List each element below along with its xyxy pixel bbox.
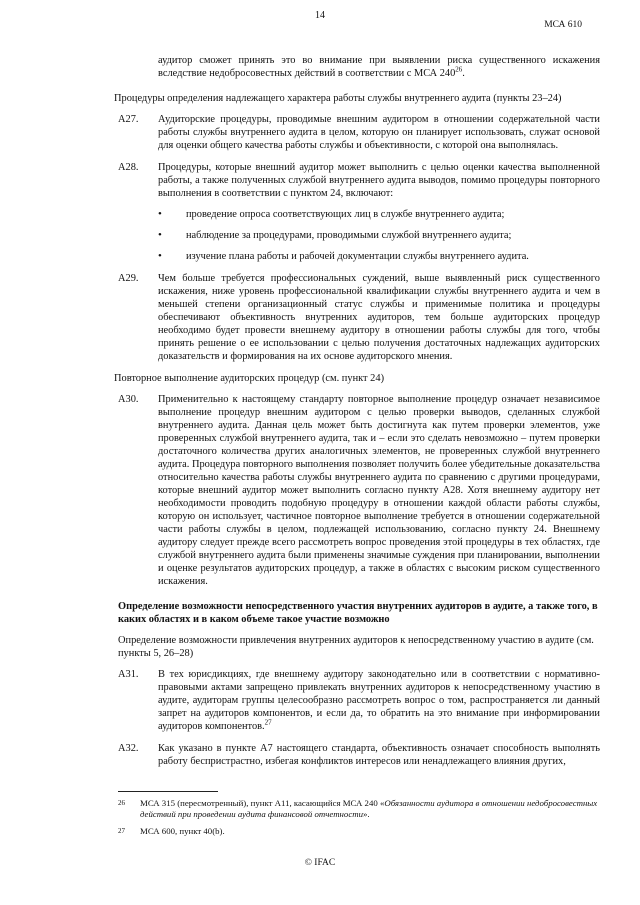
paragraph-text: Как указано в пункте A7 настоящего стандарта, объективность означает способность выполнять работу беспристрастно, избегая конфликтов интересов или ненадлежащего влияния других, bbox=[158, 743, 600, 767]
footnotes bbox=[118, 798, 600, 843]
bullet-text: проведение опроса соответствующих лиц в службе внутреннего аудита; bbox=[186, 209, 505, 220]
paragraph-a27 bbox=[118, 113, 600, 152]
paragraph-a31 bbox=[118, 668, 600, 733]
footnote-ref-26[interactable]: 26 bbox=[455, 65, 463, 74]
footnote-divider bbox=[118, 791, 218, 792]
bullet-icon: • bbox=[158, 208, 162, 220]
subheading-direct-assistance: Определение возможности привлечения внутренних аудиторов к непосредственному участию в аудите (см. пункты 5, 26–28) bbox=[118, 635, 594, 659]
paragraph-a29 bbox=[118, 272, 600, 363]
paragraph-a32 bbox=[118, 742, 600, 768]
page-number: 14 bbox=[315, 10, 325, 21]
footnote-ref-27[interactable]: 27 bbox=[264, 718, 272, 727]
bullet-icon: • bbox=[158, 250, 162, 262]
paragraph-label: A32. bbox=[118, 743, 139, 754]
footnote-number: 26 bbox=[118, 799, 125, 807]
footnote-italic-title: Обязанности аудитора в отношении недобросовестных действий при проведении аудита финансовой отчетности bbox=[140, 798, 598, 819]
paragraph-text: Процедуры, которые внешний аудитор может выполнить с целью оценки качества выполненной работы, а также полученных службой внутреннего аудита выводов, помимо процедуры повторного выполнения в соответствии с пунктом 24, включают: bbox=[158, 162, 600, 199]
paragraph-label: A30. bbox=[118, 394, 139, 405]
paragraph-text: Применительно к настоящему стандарту повторное выполнение процедур означает независимое выполнение процедур внешним аудитором с целью проверки выводов, сделанных службой внутреннего аудита. Данная цель может быть достигнута как путем проверки элементов, уже проверенных службой внутреннего аудита, так и – если это сделать невозможно – путем проверки достаточного количества других аналогичных элементов, не проверенных службой внутреннего аудита. Процедура повторного выполнения позволяет получить более убедительные доказательства относительно качества работы службы внутреннего аудита по сравнению с другими процедурами, которые внешний аудитор может выполнить согласно пункту A28. Хотя внешнему аудитору нет необходимости проводить подобную процедуру в отношении каждой области работы службы, которую он использует, частичное повторное выполнение требуется в отношении содержательной части работы службы в целом, подлежащей использованию, согласно пункту 24. Внешнему аудитору следует прежде всего рассмотреть вопрос проведения этой процедуры в тех областях, где службой внутреннего аудита были применены значимые суждения при планировании, выполнении и оценке результатов аудиторских процедур, а также в областях с высоким риском существенного искажения. bbox=[158, 394, 600, 587]
continuation-end: . bbox=[462, 68, 465, 79]
paragraph-label: A31. bbox=[118, 669, 139, 680]
paragraph-a28 bbox=[118, 161, 600, 263]
footnote-number: 27 bbox=[118, 827, 125, 835]
paragraph-text: Аудиторские процедуры, проводимые внешним аудитором в отношении содержательной части работы службы внутреннего аудита в целом, которую он планирует использовать, служат основой для оценки общего качества работы службы и объективности, с которой она выполнялась. bbox=[158, 114, 600, 151]
footnote-27 bbox=[118, 826, 600, 837]
bullet-text: изучение плана работы и рабочей документации службы внутреннего аудита. bbox=[186, 251, 529, 262]
paragraph-label: A27. bbox=[118, 114, 139, 125]
paragraph-label: A28. bbox=[118, 162, 139, 173]
paragraph-text: Чем больше требуется профессиональных суждений, выше выявленный риск существенного искажения, ниже уровень профессиональной квалификации службы внутреннего аудита и чем в меньшей степени организационный статус службы и применимые политика и процедуры обеспечивают объективность внутренних аудиторов, тем больше аудиторских процедур необходимо будет провести внешнему аудитору в отношении работы службы для того, чтобы принять решение о ее использовании с целью получения достаточных надлежащих аудиторских доказательств и формирования на их основе аудиторского мнения. bbox=[158, 273, 600, 362]
bullet-item bbox=[158, 229, 600, 242]
document-body bbox=[114, 54, 600, 777]
footnote-text-end: ». bbox=[362, 809, 370, 819]
bullet-text: наблюдение за процедурами, проводимыми службой внутреннего аудита; bbox=[186, 230, 512, 241]
continuation-paragraph bbox=[158, 54, 600, 80]
bullet-item bbox=[158, 250, 600, 263]
paragraph-label: A29. bbox=[118, 273, 139, 284]
bullet-icon: • bbox=[158, 229, 162, 241]
paragraph-text: В тех юрисдикциях, где внешнему аудитору законодательно или в соответствии с нормативно-правовыми актами запрещено привлекать внутренних аудиторов к непосредственному участию в аудите, аудиторам группы целесообразно рассмотреть вопрос о том, распространяется ли данный запрет на аудиторов компонентов, и если да, то обратить на это внимание при информировании аудиторов компонентов. bbox=[158, 669, 600, 732]
continuation-text: аудитор сможет принять это во внимание при выявлении риска существенного искажения вследствие недобросовестных действий в соответствии с МСА 240 bbox=[158, 55, 600, 79]
bullet-item bbox=[158, 208, 600, 221]
footnote-26 bbox=[118, 798, 600, 820]
subheading-reperformance: Повторное выполнение аудиторских процедур (см. пункт 24) bbox=[114, 373, 385, 384]
subheading-procedures: Процедуры определения надлежащего характера работы службы внутреннего аудита (пункты 23–24) bbox=[114, 93, 562, 104]
section-heading: Определение возможности непосредственного участия внутренних аудиторов в аудите, а также того, в каких областях и в каком объеме такое участие возможно bbox=[118, 601, 598, 625]
standard-code: МСА 610 bbox=[544, 20, 582, 30]
footnote-text: МСА 315 (пересмотренный), пункт A11, касающийся МСА 240 « bbox=[140, 798, 385, 808]
footnote-text: МСА 600, пункт 40(b). bbox=[140, 826, 225, 836]
paragraph-a30 bbox=[118, 393, 600, 588]
copyright-footer: © IFAC bbox=[304, 858, 336, 868]
